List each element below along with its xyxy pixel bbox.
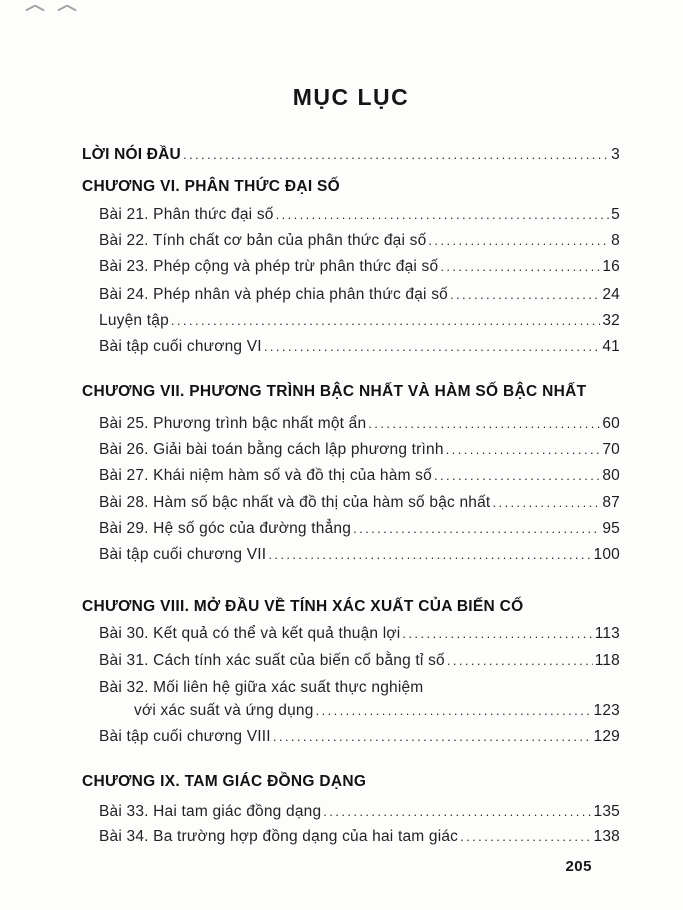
toc-entry-label: Bài 32. Mối liên hệ giữa xác suất thực nghiệm <box>99 679 424 696</box>
dot-leader <box>276 207 610 222</box>
dot-leader <box>171 313 600 328</box>
toc-entry-page: 118 <box>594 652 620 669</box>
toc-entry-label: LỜI NÓI ĐẦU <box>82 146 181 163</box>
folio-page-number: 205 <box>565 858 592 875</box>
scan-artifact-mark <box>26 3 44 13</box>
toc-entry-page: 60 <box>602 415 620 432</box>
toc-entry-label: Bài tập cuối chương VI <box>99 338 262 355</box>
dot-leader <box>434 468 600 483</box>
toc-entry-page: 32 <box>602 312 620 329</box>
toc-entry-row <box>99 625 620 649</box>
toc-entry-row <box>99 286 620 310</box>
toc-entry-label-continuation: với xác suất và ứng dụng <box>134 702 314 719</box>
dot-leader <box>450 287 600 302</box>
toc-entry-label: Bài 24. Phép nhân và phép chia phân thức đại số <box>99 286 448 303</box>
toc-entry-label: Bài 27. Khái niệm hàm số và đồ thị của hàm số <box>99 467 432 484</box>
toc-entry-label: Luyện tập <box>99 312 169 329</box>
chapter-title: CHƯƠNG VI. PHÂN THỨC ĐẠI SỐ <box>82 178 341 195</box>
toc-entry-row <box>99 546 620 570</box>
toc-entry-page: 24 <box>602 286 620 303</box>
chapter-title: CHƯƠNG IX. TAM GIÁC ĐỒNG DẠNG <box>82 773 367 790</box>
toc-entry-page: 16 <box>602 258 620 275</box>
toc-entry-label: Bài 21. Phân thức đại số <box>99 206 274 223</box>
toc-entry-page: 41 <box>602 338 620 355</box>
toc-entry-label: Bài tập cuối chương VIII <box>99 728 271 745</box>
dot-leader <box>268 547 591 562</box>
toc-entry-page: 135 <box>593 803 620 820</box>
toc-entry-page: 8 <box>611 232 620 249</box>
toc-entry-page: 5 <box>611 206 620 223</box>
toc-entry-page: 70 <box>602 441 620 458</box>
toc-entry-row <box>99 828 620 852</box>
toc-entry-page: 3 <box>611 146 620 163</box>
dot-leader <box>368 416 600 431</box>
toc-entry-row <box>99 803 620 827</box>
dot-leader <box>446 442 601 457</box>
dot-leader <box>264 339 601 354</box>
toc-entry-row <box>99 494 620 518</box>
dot-leader <box>447 653 593 668</box>
dot-leader <box>323 804 591 819</box>
toc-entry-page: 138 <box>593 828 620 845</box>
toc-entry-label: Bài 25. Phương trình bậc nhất một ẩn <box>99 415 367 432</box>
toc-entry-row <box>99 728 620 752</box>
scan-artifact-mark <box>58 3 76 13</box>
toc-preface-row <box>82 146 620 170</box>
toc-entry-page: 80 <box>602 467 620 484</box>
dot-leader <box>428 233 609 248</box>
toc-entry-page: 113 <box>594 625 620 642</box>
toc-entry-page: 123 <box>593 702 620 719</box>
toc-entry-row <box>99 467 620 491</box>
toc-entry-row <box>99 258 620 282</box>
toc-entry-page: 87 <box>602 494 620 511</box>
chapter-title: CHƯƠNG VII. PHƯƠNG TRÌNH BẬC NHẤT VÀ HÀM SỐ BẬC NHẤT <box>82 383 587 400</box>
toc-entry-row <box>99 206 620 230</box>
toc-entry-page: 100 <box>593 546 620 563</box>
toc-entry-label: Bài 23. Phép cộng và phép trừ phân thức đại số <box>99 258 439 275</box>
toc-entry-label: Bài 28. Hàm số bậc nhất và đồ thị của hàm số bậc nhất <box>99 494 491 511</box>
toc-entry-row <box>99 415 620 439</box>
toc-entry-label: Bài tập cuối chương VII <box>99 546 267 563</box>
toc-entry-page: 95 <box>602 520 620 537</box>
toc-entry-row <box>99 652 620 676</box>
chapter-title: CHƯƠNG VIII. MỞ ĐẦU VỀ TÍNH XÁC XUẤT CỦA BIẾN CỐ <box>82 598 524 615</box>
toc-entry-label: Bài 22. Tính chất cơ bản của phân thức đại số <box>99 232 427 249</box>
toc-entry-continuation-row <box>134 702 620 726</box>
toc-entry-row <box>99 520 620 544</box>
dot-leader <box>316 703 592 718</box>
toc-entry-label: Bài 34. Ba trường hợp đồng dạng của hai tam giác <box>99 828 459 845</box>
toc-content <box>82 0 620 910</box>
dot-leader <box>460 829 591 844</box>
dot-leader <box>402 626 592 641</box>
toc-entry-label: Bài 31. Cách tính xác suất của biến cố bằng tỉ số <box>99 652 445 669</box>
toc-entry-label: Bài 26. Giải bài toán bằng cách lập phương trình <box>99 441 444 458</box>
dot-leader <box>353 521 600 536</box>
toc-entry-label: Bài 29. Hệ số góc của đường thẳng <box>99 520 352 537</box>
dot-leader <box>492 495 600 510</box>
dot-leader <box>440 259 600 274</box>
dot-leader <box>183 147 609 162</box>
toc-entry-row <box>99 338 620 362</box>
toc-entry-row <box>99 441 620 465</box>
toc-entry-row <box>99 232 620 256</box>
chapter-header-row <box>82 773 620 797</box>
chapter-header-row <box>82 383 620 407</box>
toc-entry-row <box>99 312 620 336</box>
toc-entry-label: Bài 33. Hai tam giác đồng dạng <box>99 803 322 820</box>
toc-entry-page: 129 <box>593 728 620 745</box>
chapter-header-row <box>82 178 620 202</box>
toc-entry-row <box>99 679 620 703</box>
page-title: MỤC LỤC <box>292 84 410 110</box>
chapter-header-row <box>82 598 620 622</box>
toc-entry-label: Bài 30. Kết quả có thể và kết quả thuận lợi <box>99 625 401 642</box>
dot-leader <box>273 729 592 744</box>
